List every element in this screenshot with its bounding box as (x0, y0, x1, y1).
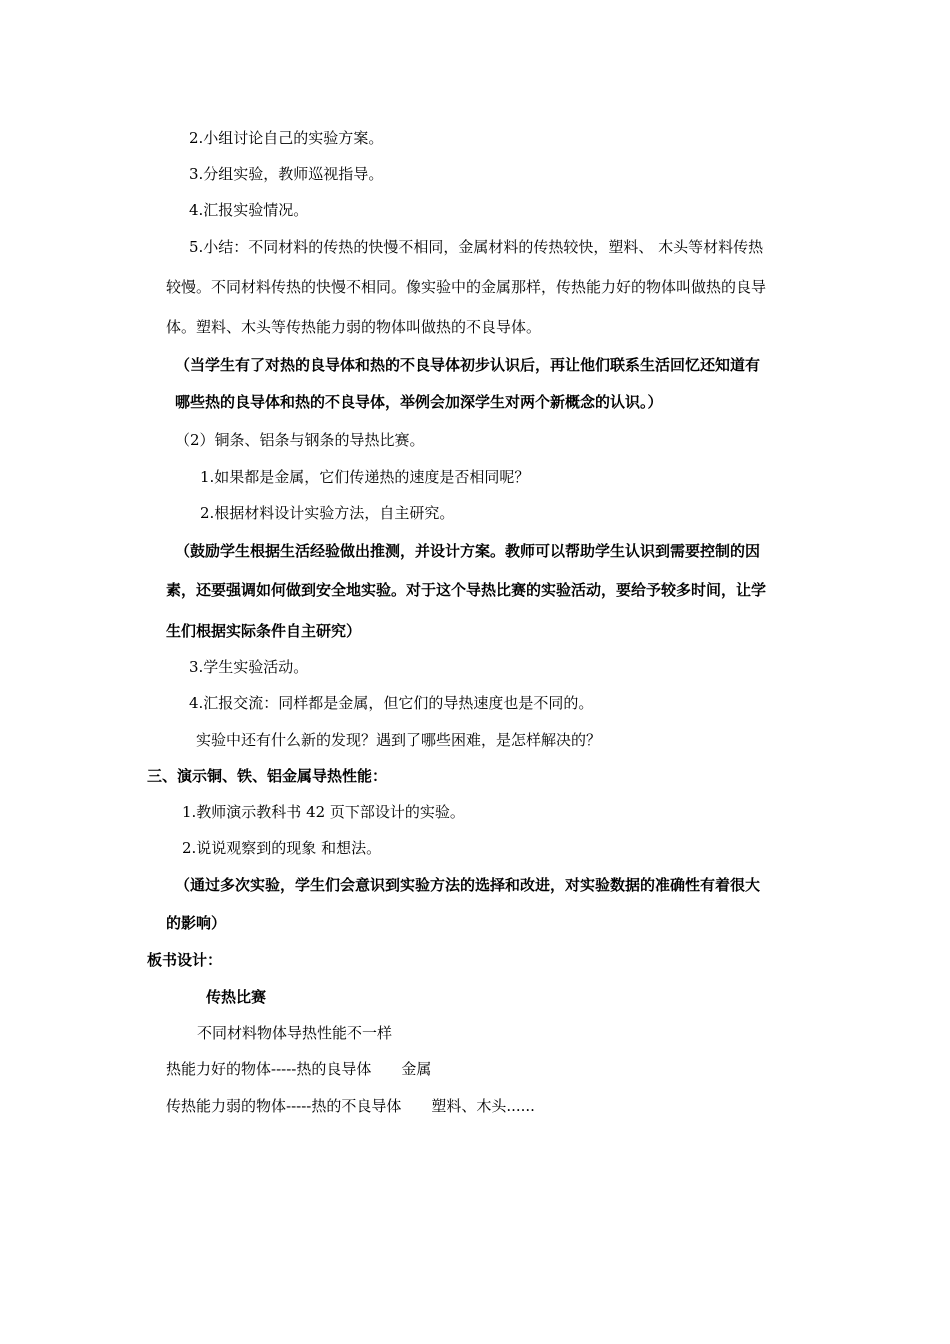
summary-line-2: 较慢。不同材料传热的快慢不相同。像实验中的金属那样，传热能力好的物体叫做热的良导 (166, 278, 767, 296)
teaching-note-2-line-2: 素，还要强调如何做到安全地实验。对于这个导热比赛的实验活动，要给予较多时间，让学 (166, 581, 767, 599)
activity-2-step-2: 2.根据材料设计实验方法，自主研究。 (200, 504, 455, 522)
board-design-heading: 板书设计： (147, 951, 223, 969)
summary-line-1: 5.小结：不同材料的传热的快慢不相同，金属材料的传热较快，塑料、 木头等材料传热 (189, 238, 764, 256)
teaching-note-3-line-2: 的影响） (166, 914, 227, 932)
step-2-group-discussion: 2.小组讨论自己的实验方案。 (189, 129, 384, 147)
section-3-heading: 三、演示铜、铁、铝金属导热性能： (147, 767, 388, 785)
board-line-1: 不同材料物体导热性能不一样 (197, 1024, 393, 1042)
activity-2-step-1: 1.如果都是金属，它们传递热的速度是否相同呢？ (200, 468, 530, 486)
summary-line-3: 体。塑料、木头等传热能力弱的物体叫做热的不良导体。 (166, 318, 542, 336)
teaching-note-2-line-1: （鼓励学生根据生活经验做出推测，并设计方案。教师可以帮助学生认识到需要控制的因 (175, 542, 761, 560)
step-3-group-experiment: 3.分组实验，教师巡视指导。 (189, 165, 384, 183)
board-line-2: 热能力好的物体-----热的良导体 金属 (166, 1060, 432, 1078)
board-line-3: 传热能力弱的物体-----热的不良导体 塑料、木头...... (166, 1097, 535, 1115)
activity-2-heading: （2）铜条、铝条与钢条的导热比赛。 (175, 431, 425, 449)
activity-2-step-4: 4.汇报交流：同样都是金属，但它们的导热速度也是不同的。 (189, 694, 594, 712)
teaching-note-1-line-2: 哪些热的良导体和热的不良导体，举例会加深学生对两个新概念的认识。） (175, 393, 663, 411)
teaching-note-2-line-3: 生们根据实际条件自主研究） (166, 622, 362, 640)
teaching-note-1-line-1: （当学生有了对热的良导体和热的不良导体初步认识后，再让他们联系生活回忆还知道有 (175, 356, 761, 374)
step-4-report: 4.汇报实验情况。 (189, 201, 309, 219)
activity-2-question: 实验中还有什么新的发现？遇到了哪些困难，是怎样解决的？ (196, 731, 602, 749)
teaching-note-3-line-1: （通过多次实验，学生们会意识到实验方法的选择和改进，对实验数据的准确性有着很大 (175, 876, 761, 894)
section-3-step-2: 2.说说观察到的现象 和想法。 (182, 839, 382, 857)
section-3-step-1: 1.教师演示教科书 42 页下部设计的实验。 (182, 803, 465, 821)
activity-2-step-3: 3.学生实验活动。 (189, 658, 309, 676)
board-title: 传热比赛 (206, 988, 267, 1006)
